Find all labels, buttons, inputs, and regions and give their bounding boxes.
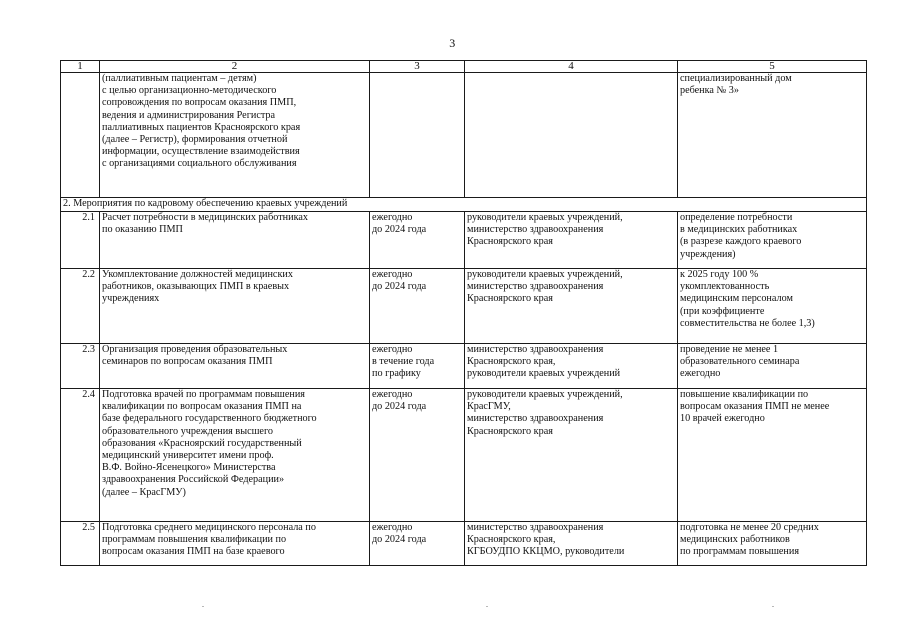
- column-header-5: 5: [678, 61, 867, 73]
- row-result: специализированный дом ребенка № 3»: [678, 73, 867, 198]
- table-row: [61, 269, 867, 344]
- row-number: 2.4: [61, 389, 100, 522]
- row-measure: Подготовка среднего медицинского персонала по программам повышения квалификации по вопросам оказания ПМП на базе краевого: [100, 522, 370, 566]
- section-title: 2. Мероприятия по кадровому обеспечению краевых учреждений: [61, 198, 867, 212]
- column-number-row: [61, 61, 867, 73]
- table-row: [61, 73, 867, 198]
- row-result: определение потребности в медицинских работниках (в разрезе каждого краевого учреждения): [678, 212, 867, 269]
- table-row: [61, 344, 867, 389]
- table-row: [61, 212, 867, 269]
- row-measure: (паллиативным пациентам – детям) с целью организационно-методического сопровождения по вопросам оказания ПМП, ведения и администрирования Регистра паллиативных пациентов Красноярского края (далее – Регистр), формирования отчетной информации, осуществление взаимодействия с организациями социального обслуживания: [100, 73, 370, 198]
- row-deadline: ежегодно до 2024 года: [370, 269, 465, 344]
- row-responsible: руководители краевых учреждений, министерство здравоохранения Красноярского края: [465, 212, 678, 269]
- section-row: [61, 198, 867, 212]
- row-responsible: руководители краевых учреждений, министерство здравоохранения Красноярского края: [465, 269, 678, 344]
- row-number: 2.3: [61, 344, 100, 389]
- row-result: повышение квалификации по вопросам оказания ПМП не менее 10 врачей ежегодно: [678, 389, 867, 522]
- row-responsible: [465, 73, 678, 198]
- scan-specks: [0, 606, 905, 610]
- row-number: 2.1: [61, 212, 100, 269]
- row-deadline: [370, 73, 465, 198]
- row-result: к 2025 году 100 % укомплектованность медицинским персоналом (при коэффициенте совместительства не более 1,3): [678, 269, 867, 344]
- scan-speck: [486, 606, 488, 607]
- scan-speck: [202, 606, 204, 607]
- row-number: [61, 73, 100, 198]
- row-measure: Расчет потребности в медицинских работниках по оказанию ПМП: [100, 212, 370, 269]
- page-number: 3: [449, 36, 456, 50]
- row-measure: Укомплектование должностей медицинских работников, оказывающих ПМП в краевых учреждениях: [100, 269, 370, 344]
- row-deadline: ежегодно до 2024 года: [370, 522, 465, 566]
- column-header-3: 3: [370, 61, 465, 73]
- row-responsible: руководители краевых учреждений, КрасГМУ, министерство здравоохранения Красноярского края: [465, 389, 678, 522]
- measures-table: [60, 60, 867, 566]
- row-deadline: ежегодно до 2024 года: [370, 212, 465, 269]
- row-number: 2.2: [61, 269, 100, 344]
- table-row: [61, 522, 867, 566]
- row-result: подготовка не менее 20 средних медицинских работников по программам повышения: [678, 522, 867, 566]
- column-header-2: 2: [100, 61, 370, 73]
- scan-speck: [772, 606, 774, 607]
- row-number: 2.5: [61, 522, 100, 566]
- row-result: проведение не менее 1 образовательного семинара ежегодно: [678, 344, 867, 389]
- column-header-1: 1: [61, 61, 100, 73]
- row-responsible: министерство здравоохранения Красноярского края, руководители краевых учреждений: [465, 344, 678, 389]
- table-row: [61, 389, 867, 522]
- row-measure: Подготовка врачей по программам повышения квалификации по вопросам оказания ПМП на базе федерального государственного бюджетного образовательного учреждения высшего образования «Красноярский государственный медицинский университет имени проф. В.Ф. Войно-Ясенецкого» Министерства здравоохранения Российской Федерации» (далее – КрасГМУ): [100, 389, 370, 522]
- row-deadline: ежегодно в течение года по графику: [370, 344, 465, 389]
- row-responsible: министерство здравоохранения Красноярского края, КГБОУДПО ККЦМО, руководители: [465, 522, 678, 566]
- row-deadline: ежегодно до 2024 года: [370, 389, 465, 522]
- column-header-4: 4: [465, 61, 678, 73]
- row-measure: Организация проведения образовательных семинаров по вопросам оказания ПМП: [100, 344, 370, 389]
